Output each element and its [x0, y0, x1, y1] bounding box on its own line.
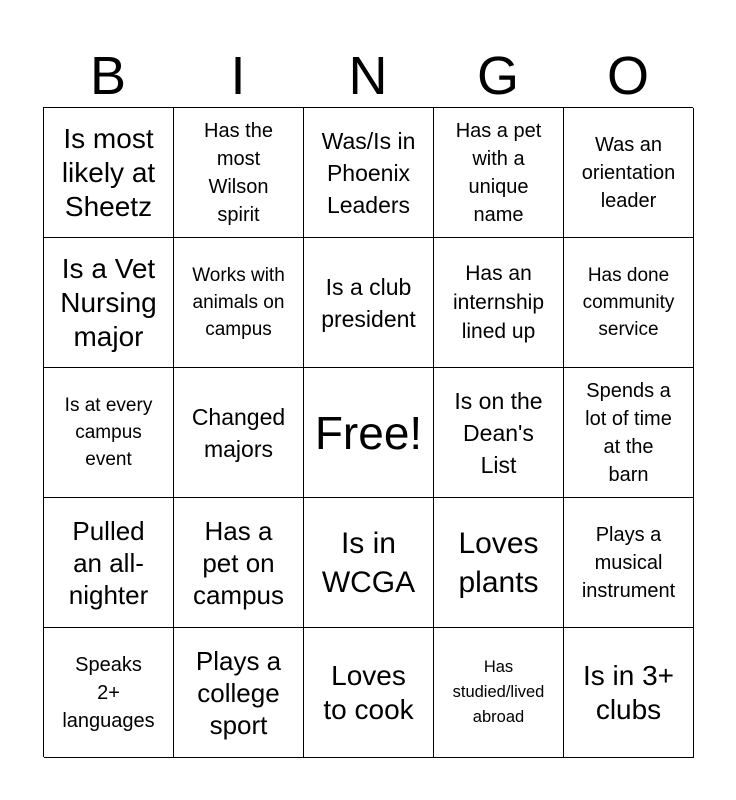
bingo-cell[interactable]	[434, 238, 564, 368]
bingo-cell-text: Is a club president	[321, 273, 416, 332]
bingo-cell-text: Loves to cook	[323, 659, 414, 725]
bingo-cell[interactable]	[434, 628, 564, 758]
bingo-cell[interactable]	[434, 108, 564, 238]
bingo-cell[interactable]	[304, 238, 434, 368]
bingo-cell-text: Is at every campus event	[64, 395, 153, 470]
bingo-cell[interactable]	[174, 628, 304, 758]
bingo-cell[interactable]	[304, 498, 434, 628]
bingo-cell-text: Is most likely at Sheetz	[61, 122, 156, 222]
bingo-cell[interactable]	[304, 108, 434, 238]
bingo-cell[interactable]	[174, 368, 304, 498]
bingo-cell-text: Has an internship lined up	[452, 262, 545, 343]
bingo-cell-text: Pulled an all- nighter	[68, 515, 149, 610]
bingo-cell-text: Loves plants	[458, 526, 539, 599]
bingo-cell-text: Was an orientation leader	[581, 133, 676, 212]
bingo-cell-text: Speaks 2+ languages	[62, 653, 155, 732]
bingo-cell-text: Changed majors	[191, 403, 286, 462]
bingo-cell-text: Is in 3+ clubs	[582, 659, 675, 725]
bingo-cell-text: Has the most Wilson spirit	[204, 119, 273, 226]
header-letter-o: O	[606, 46, 649, 106]
bingo-cell-text: Has studied/lived abroad	[452, 658, 545, 726]
header-letter-i: I	[230, 46, 246, 106]
header-letter-b: B	[89, 46, 127, 106]
bingo-cell-text: Plays a musical instrument	[581, 523, 676, 602]
bingo-cell[interactable]	[44, 628, 174, 758]
bingo-cell[interactable]	[44, 368, 174, 498]
free-space-label: Free!	[314, 406, 423, 459]
bingo-cell[interactable]	[564, 238, 694, 368]
bingo-cell-text: Has done community service	[582, 265, 675, 340]
bingo-cell[interactable]	[564, 498, 694, 628]
bingo-cell[interactable]	[304, 628, 434, 758]
bingo-header	[43, 44, 693, 108]
bingo-cell-text: Is a Vet Nursing major	[60, 252, 157, 352]
bingo-cell[interactable]	[564, 108, 694, 238]
bingo-cell[interactable]	[44, 498, 174, 628]
bingo-cell[interactable]	[174, 238, 304, 368]
bingo-cell[interactable]	[44, 108, 174, 238]
bingo-cell[interactable]	[174, 498, 304, 628]
bingo-cell-text: Plays a college sport	[195, 645, 282, 740]
bingo-cell-text: Has a pet with a unique name	[455, 119, 542, 226]
bingo-cell-text: Is on the Dean's List	[454, 387, 543, 478]
bingo-cell[interactable]	[564, 368, 694, 498]
bingo-cell-text: Is in WCGA	[321, 526, 416, 599]
bingo-cell-text: Spends a lot of time at the barn	[585, 379, 672, 486]
bingo-cell[interactable]	[174, 108, 304, 238]
bingo-cell[interactable]	[564, 628, 694, 758]
bingo-cell-text: Was/Is in Phoenix Leaders	[321, 127, 416, 218]
free-space-cell[interactable]	[304, 368, 434, 498]
bingo-cell[interactable]	[434, 368, 564, 498]
bingo-cell[interactable]	[434, 498, 564, 628]
header-letter-g: G	[476, 46, 519, 106]
bingo-cell-text: Works with animals on campus	[192, 265, 285, 340]
bingo-board	[43, 107, 693, 757]
header-letter-n: N	[348, 46, 388, 106]
bingo-cell-text: Has a pet on campus	[192, 515, 285, 610]
bingo-cell[interactable]	[44, 238, 174, 368]
